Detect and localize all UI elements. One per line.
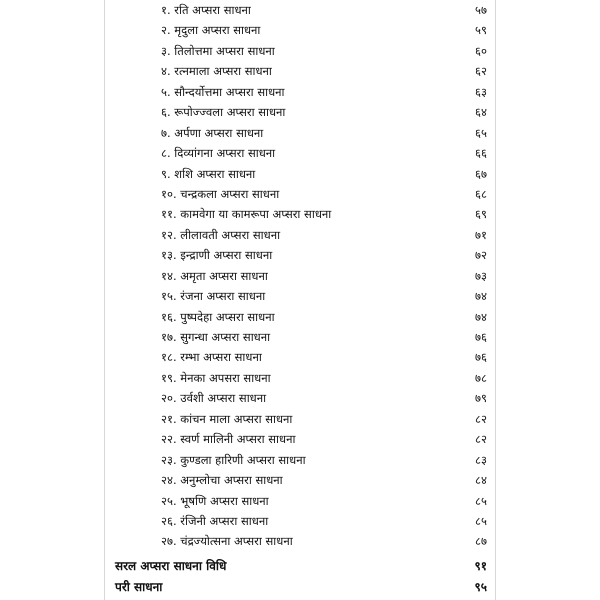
toc-entry[interactable]	[105, 123, 495, 143]
toc-entry-title: ७. अर्पणा अप्सरा साधना	[161, 125, 264, 140]
toc-entry[interactable]	[105, 245, 495, 265]
toc-entry-title: १४. अमृता अप्सरा साधना	[161, 268, 268, 283]
toc-section-entry[interactable]	[105, 556, 495, 577]
toc-entry-title: २५. भूषणि अप्सरा साधना	[161, 493, 269, 508]
toc-entry[interactable]	[105, 184, 495, 204]
toc-entry-title: ९. शशि अप्सरा साधना	[161, 166, 256, 181]
toc-entry-title: २०. उर्वशी अप्सरा साधना	[161, 391, 267, 406]
toc-entry-page: ५७	[475, 3, 487, 17]
toc-entry-title: १. रति अप्सरा साधना	[161, 3, 251, 17]
toc-entry-page: ७२	[475, 248, 487, 263]
toc-entry[interactable]	[105, 286, 495, 306]
toc-section-title: परी साधना	[115, 579, 163, 594]
toc-entry-title: ४. रत्नमाला अप्सरा साधना	[161, 64, 272, 79]
toc-entry-page: ८५	[475, 513, 487, 528]
toc-entry-title: १३. इन्द्राणी अप्सरा साधना	[161, 248, 273, 263]
toc-entry[interactable]	[105, 204, 495, 224]
toc-entry-title: ८. दिव्यांगना अप्सरा साधना	[161, 146, 276, 161]
toc-entry[interactable]	[105, 491, 495, 511]
toc-entry-page: ६९	[475, 207, 487, 222]
toc-section-page: ९५	[474, 579, 487, 594]
toc-section-title: सरल अप्सरा साधना विधि	[115, 558, 227, 573]
toc-entry-page: ७१	[475, 227, 487, 242]
toc-entry-page: ६७	[475, 166, 487, 181]
toc-entry[interactable]	[105, 41, 495, 61]
toc-entry[interactable]	[105, 429, 495, 449]
toc-entry[interactable]	[105, 368, 495, 388]
toc-entry-title: ३. तिलोत्तमा अप्सरा साधना	[161, 43, 275, 58]
toc-entry[interactable]	[105, 102, 495, 122]
toc-entry[interactable]	[105, 531, 495, 551]
toc-entry-page: ७६	[475, 330, 487, 344]
toc-entry-page: ७९	[475, 391, 487, 406]
toc-entry-page: ७६	[475, 350, 487, 365]
toc-entry-title: २६. रंजिनी अप्सरा साधना	[161, 513, 269, 528]
book-page	[104, 0, 496, 600]
toc-entry-page: ८२	[475, 432, 487, 447]
toc-entry[interactable]	[105, 266, 495, 286]
toc-entry-title: २७. चंद्रज्योत्सना अप्सरा साधना	[161, 534, 293, 549]
toc-entry-title: १८. रम्भा अप्सरा साधना	[161, 350, 262, 365]
toc-entry-title: १९. मेनका अपसरा साधना	[161, 370, 271, 385]
toc-entry-page: ५९	[475, 23, 487, 38]
toc-entry-page: ७८	[475, 370, 487, 385]
toc-entry-title: ११. कामवेगा या कामरूपा अप्सरा साधना	[161, 207, 332, 222]
toc-entry[interactable]	[105, 450, 495, 470]
toc-entry[interactable]	[105, 307, 495, 327]
toc-entry[interactable]	[105, 225, 495, 245]
toc-section-entry[interactable]	[105, 577, 495, 598]
toc-entry-page: ८३	[475, 452, 487, 467]
toc-entry-title: ६. रूपोज्ज्वला अप्सरा साधना	[161, 105, 286, 120]
toc-section-page: ९१	[474, 558, 487, 573]
toc-entry[interactable]	[105, 347, 495, 367]
toc-entry-page: ७३	[475, 268, 487, 283]
toc-entry-title: ५. सौन्दर्योत्तमा अप्सरा साधना	[161, 84, 285, 99]
toc-entry-page: ८७	[475, 534, 487, 549]
toc-entry-page: ६२	[475, 64, 487, 79]
toc-entry[interactable]	[105, 164, 495, 184]
toc-entry-title: २२. स्वर्ण मालिनी अप्सरा साधना	[161, 432, 296, 447]
toc-entry[interactable]	[105, 388, 495, 408]
toc-entry-title: १२. लीलावती अप्सरा साधना	[161, 227, 281, 242]
toc-entry[interactable]	[105, 470, 495, 490]
toc-entry-title: २४. अनुम्लोचा अप्सरा साधना	[161, 473, 283, 488]
toc-entry[interactable]	[105, 0, 495, 20]
toc-entry[interactable]	[105, 409, 495, 429]
toc-entry-page: ६४	[475, 105, 487, 120]
toc-entry-page: ८४	[475, 473, 487, 488]
toc-entry[interactable]	[105, 143, 495, 163]
toc-entry-title: १६. पुष्पदेहा अप्सरा साधना	[161, 309, 275, 324]
toc-entry[interactable]	[105, 61, 495, 81]
toc-entry-title: १७. सुगन्धा अप्सरा साधना	[161, 330, 271, 344]
toc-entry-page: ८५	[475, 493, 487, 508]
toc-entry-title: २. मृदुला अप्सरा साधना	[161, 23, 261, 38]
toc-entry-page: ६५	[475, 125, 487, 140]
table-of-contents	[105, 0, 495, 598]
toc-entry-page: ७४	[475, 309, 487, 324]
toc-entry-title: १०. चन्द्रकला अप्सरा साधना	[161, 186, 280, 201]
toc-entry-title: १५. रंजना अप्सरा साधना	[161, 289, 266, 304]
toc-entry-title: २१. कांचन माला अप्सरा साधना	[161, 411, 293, 426]
toc-entry-page: ६०	[475, 43, 487, 58]
toc-entry[interactable]	[105, 82, 495, 102]
toc-entry-page: ६८	[475, 186, 487, 201]
toc-entry-page: ६६	[475, 146, 487, 161]
toc-entry[interactable]	[105, 327, 495, 347]
toc-entry-title: २३. कुण्डला हारिणी अप्सरा साधना	[161, 452, 306, 467]
toc-entry[interactable]	[105, 20, 495, 40]
toc-entry-page: ८२	[475, 411, 487, 426]
toc-entry-page: ७४	[475, 289, 487, 304]
toc-entry-page: ६३	[475, 84, 487, 99]
toc-entry[interactable]	[105, 511, 495, 531]
